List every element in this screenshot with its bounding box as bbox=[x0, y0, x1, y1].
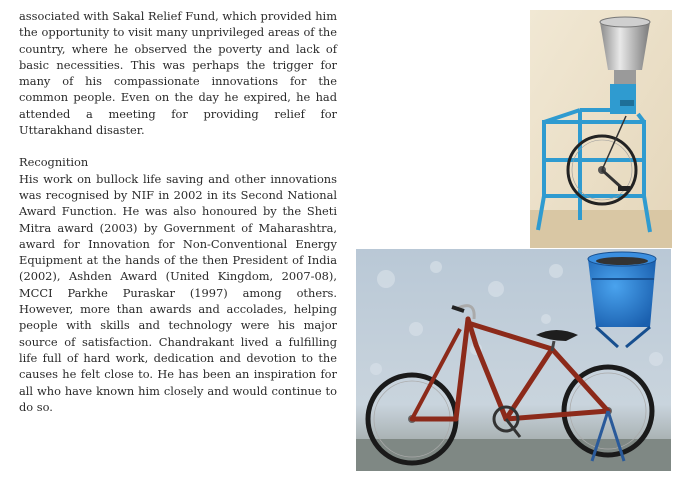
pedal-grinder-photo bbox=[530, 10, 672, 248]
intro-paragraph: associated with Sakal Relief Fund, which provided him the opportunity to visit many unprivileged areas of the country, where he observed the poverty and lack of basic necessities. This was perhaps the trigger for many of his compassionate innovations for the common people. Even on the day he expired, he had attended a meeting for providing relief for Uttarakhand disaster. bbox=[19, 9, 337, 138]
bicycle-washing-machine-photo bbox=[356, 249, 671, 471]
article-column bbox=[19, 8, 337, 415]
section-heading: Recognition bbox=[19, 155, 89, 170]
recognition-paragraph: His work on bullock life saving and other innovations was recognised by NIF in 2002 in its Second National Award Function. He was also honoured by the Sheti Mitra award (2003) by Government of Maharashtra, award for Innovation for Non-Conventional Energy Equipment at the hands of the then President of India (2002), Ashden Award (United Kingdom, 2007-08), MCCI Parkhe Puraskar (1997) among others. However, more than awards and accolades, helping people with skills and technology were his major source of satisfaction. Chandrakant lived a fulfilling life full of hard work, dedication and devotion to the causes he felt close to. He has been an inspiration for all who have known him closely and would continue to do so. bbox=[19, 171, 337, 414]
